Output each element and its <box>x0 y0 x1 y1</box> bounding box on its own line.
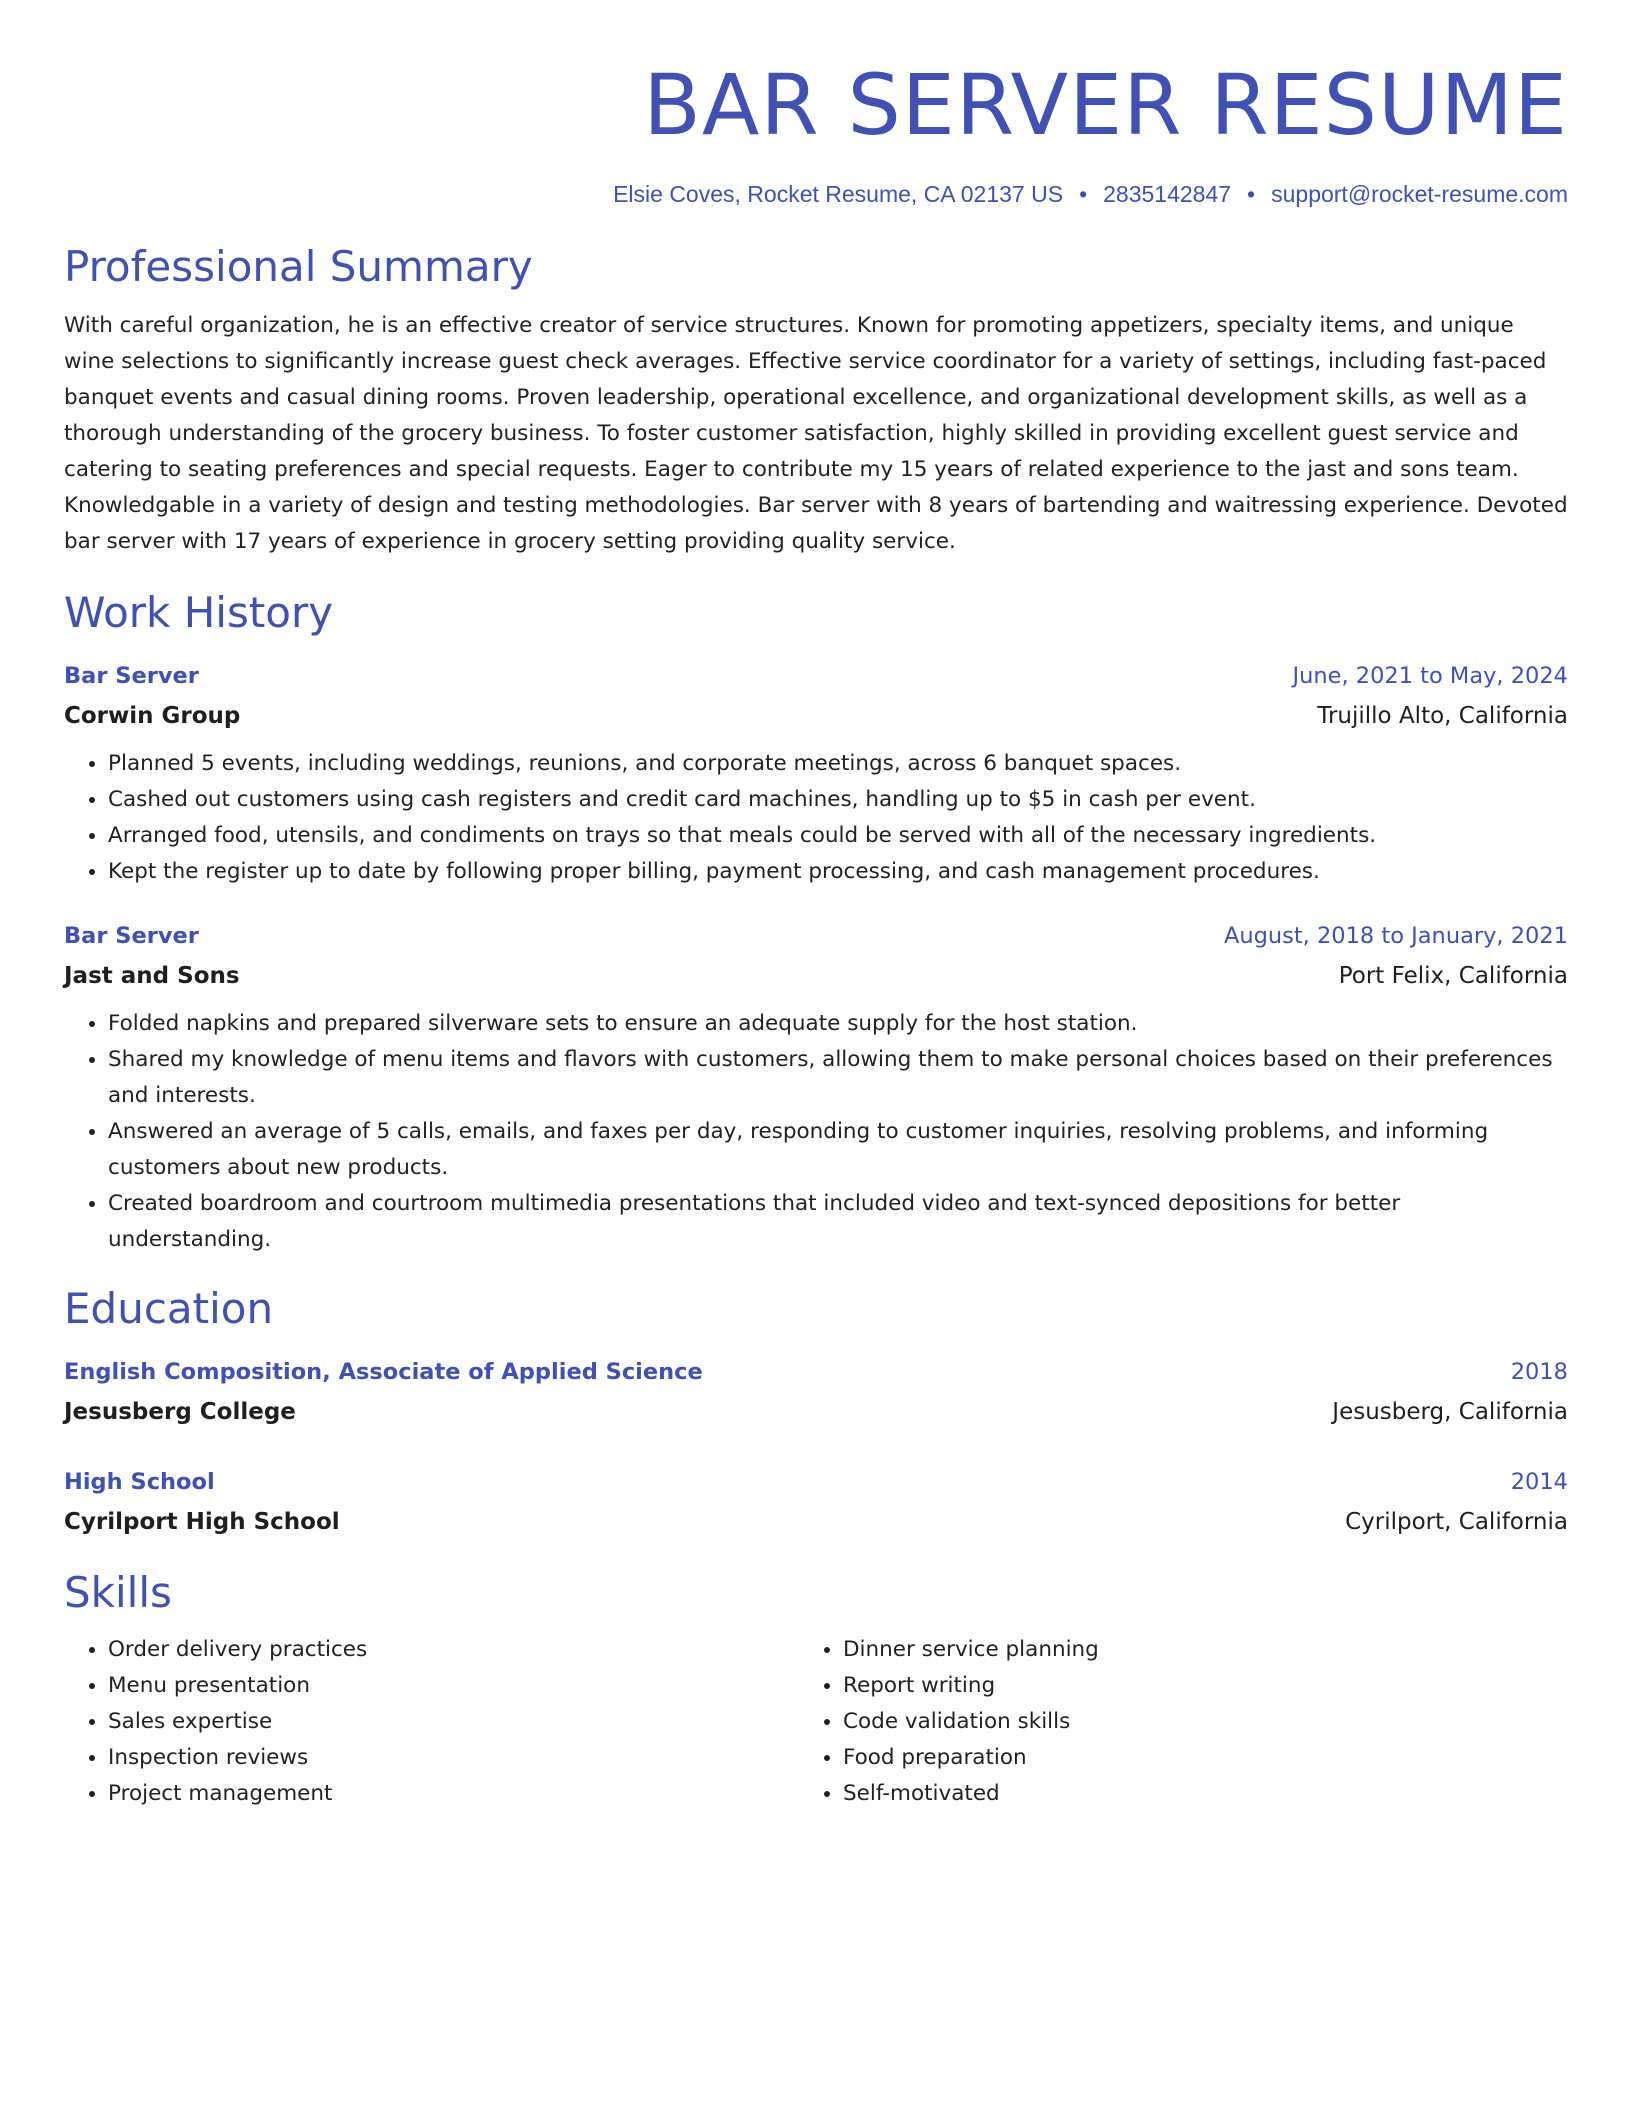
education-entry <box>64 1352 1568 1432</box>
contact-email: support@rocket-resume.com <box>1271 181 1568 207</box>
education-heading: Education <box>64 1284 274 1333</box>
job-bullet: • Cashed out customers using cash registers and credit card machines, handling up to $5 in cash per event. <box>108 782 1568 818</box>
separator-dot: • <box>1079 181 1088 207</box>
job-role: Bar Server <box>64 923 199 949</box>
contact-address: Elsie Coves, Rocket Resume, CA 02137 US <box>613 181 1064 207</box>
skill-item: • Self-motivated <box>843 1776 1534 1812</box>
job-bullet: • Shared my knowledge of menu items and flavors with customers, allowing them to make personal choices based on their preferences and interests. <box>108 1042 1568 1114</box>
job-bullets <box>64 1006 1568 1258</box>
skill-item: • Food preparation <box>843 1740 1534 1776</box>
job-bullet: • Arranged food, utensils, and condiments on trays so that meals could be served with all of the necessary ingredients. <box>108 818 1568 854</box>
education-school: Cyrilport High School <box>64 1509 340 1535</box>
education-location: Cyrilport, California <box>1345 1509 1568 1535</box>
job-entry <box>64 656 1568 890</box>
skills-list-left <box>64 1632 799 1812</box>
work-history-heading: Work History <box>64 588 334 637</box>
skills-heading: Skills <box>64 1568 172 1617</box>
job-bullets <box>64 746 1568 890</box>
job-company: Corwin Group <box>64 703 241 729</box>
contact-line <box>64 178 1568 210</box>
job-dates: June, 2021 to May, 2024 <box>1292 663 1568 689</box>
education-location: Jesusberg, California <box>1332 1399 1568 1425</box>
skill-item: • Menu presentation <box>108 1668 799 1704</box>
skill-item: • Project management <box>108 1776 799 1812</box>
job-bullet: • Folded napkins and prepared silverware sets to ensure an adequate supply for the host station. <box>108 1006 1568 1042</box>
job-role: Bar Server <box>64 663 199 689</box>
job-bullet: • Created boardroom and courtroom multimedia presentations that included video and text-synced depositions for better understanding. <box>108 1186 1568 1258</box>
job-dates: August, 2018 to January, 2021 <box>1223 923 1568 949</box>
skill-item: • Report writing <box>843 1668 1534 1704</box>
resume-header <box>64 0 1568 210</box>
education-year: 2014 <box>1510 1469 1568 1495</box>
education-school: Jesusberg College <box>64 1399 296 1425</box>
education-degree: English Composition, Associate of Applied Science <box>64 1359 703 1385</box>
job-bullet: • Planned 5 events, including weddings, reunions, and corporate meetings, across 6 banquet spaces. <box>108 746 1568 782</box>
skill-item: • Dinner service planning <box>843 1632 1534 1668</box>
job-bullet: • Kept the register up to date by following proper billing, payment processing, and cash management procedures. <box>108 854 1568 890</box>
job-location: Trujillo Alto, California <box>1317 703 1568 729</box>
skill-item: • Code validation skills <box>843 1704 1534 1740</box>
education-degree: High School <box>64 1469 215 1495</box>
separator-dot: • <box>1247 181 1256 207</box>
education-year: 2018 <box>1510 1359 1568 1385</box>
resume-title: BAR SERVER RESUME <box>643 56 1568 154</box>
education-entry <box>64 1462 1568 1542</box>
job-entry <box>64 916 1568 1258</box>
skill-item: • Inspection reviews <box>108 1740 799 1776</box>
contact-phone: 2835142847 <box>1103 181 1232 207</box>
summary-text: With careful organization, he is an effective creator of service structures. Known for promoting appetizers, specialty items, and unique wine selections to significantly increase guest check averages. Effective service coordinator for a variety of settings, including fast-paced banquet events and casual dining rooms. Proven leadership, operational excellence, and organizational development skills, as well as a thorough understanding of the grocery business. To foster customer satisfaction, highly skilled in providing excellent guest service and catering to seating preferences and special requests. Eager to contribute my 15 years of related experience to the jast and sons team. Knowledgable in a variety of design and testing methodologies. Bar server with 8 years of bartending and waitressing experience. Devoted bar server with 17 years of experience in grocery setting providing quality service. <box>64 313 1568 554</box>
job-bullet: • Answered an average of 5 calls, emails, and faxes per day, responding to customer inquiries, resolving problems, and informing customers about new products. <box>108 1114 1568 1186</box>
skills-list-right <box>799 1632 1534 1812</box>
job-location: Port Felix, California <box>1338 963 1568 989</box>
summary-heading: Professional Summary <box>64 242 533 291</box>
skills-columns <box>64 1632 1568 1812</box>
skill-item: • Order delivery practices <box>108 1632 799 1668</box>
skill-item: • Sales expertise <box>108 1704 799 1740</box>
job-company: Jast and Sons <box>64 963 240 989</box>
